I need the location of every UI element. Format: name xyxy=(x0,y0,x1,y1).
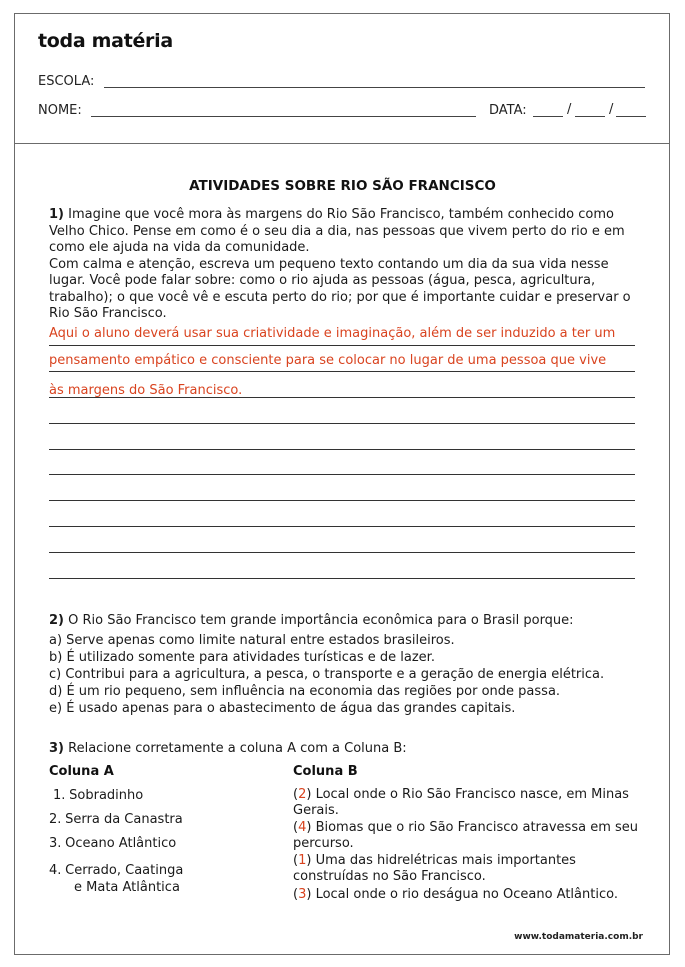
item-text: Sobradinho xyxy=(69,788,144,803)
date-separator: / xyxy=(567,102,572,117)
match-answer[interactable]: 4 xyxy=(298,820,307,835)
option-d[interactable]: d) É um rio pequeno, sem influência na economia das regiões por onde passa. xyxy=(49,684,561,699)
question-text: Relacione corretamente a coluna A com a Coluna B: xyxy=(64,741,407,756)
match-answer[interactable]: 3 xyxy=(298,887,307,902)
answer-line[interactable] xyxy=(49,552,635,553)
date-label: DATA: xyxy=(489,103,527,118)
item-text: Uma das hidrelétricas mais importantes construídas no São Francisco. xyxy=(293,853,576,884)
logo: toda matéria xyxy=(38,30,173,52)
question-instructions: Com calma e atenção, escreva um pequeno texto contando um dia da sua vida nesse lugar. Você pode falar sobre: como o rio ajuda as pessoas (água, pesca, agricultura, trabalho); o que você vê e escuta perto do rio; por que é importante cuidar e preservar o Rio São Francisco. xyxy=(49,256,631,321)
answer-line[interactable] xyxy=(49,578,635,579)
column-a-item xyxy=(49,788,143,803)
date-day-field[interactable] xyxy=(533,116,563,117)
question-number: 3) xyxy=(49,741,64,756)
match-answer[interactable]: 1 xyxy=(298,853,307,868)
column-a-title: Coluna A xyxy=(49,764,114,779)
item-text: Serra da Canastra xyxy=(65,812,183,827)
answer-line[interactable] xyxy=(49,397,635,398)
item-text: Oceano Atlântico xyxy=(65,836,177,851)
answer-line[interactable] xyxy=(49,371,635,372)
item-text: Biomas que o rio São Francisco atravessa em seu percurso. xyxy=(293,820,639,851)
column-b-item: (1) Uma das hidrelétricas mais importantes construídas no São Francisco. xyxy=(293,853,576,884)
item-number: 3. xyxy=(49,836,62,851)
item-number: 1. xyxy=(53,788,66,803)
option-b[interactable]: b) É utilizado somente para atividades turísticas e de lazer. xyxy=(49,650,435,665)
question-number: 2) xyxy=(49,613,64,628)
column-a-item xyxy=(49,836,176,851)
school-field[interactable] xyxy=(104,87,645,88)
item-text: Local onde o rio deságua no Oceano Atlântico. xyxy=(311,887,618,902)
item-number: 2. xyxy=(49,812,62,827)
question-1 xyxy=(49,207,639,323)
answer-text: pensamento empático e consciente para se colocar no lugar de uma pessoa que vive xyxy=(49,353,607,368)
column-b-title: Coluna B xyxy=(293,764,358,779)
option-c-correct[interactable]: c) Contribui para a agricultura, a pesca, o transporte e a geração de energia elétrica. xyxy=(49,667,605,682)
match-answer[interactable]: 2 xyxy=(298,787,307,802)
name-field[interactable] xyxy=(91,116,476,117)
item-number: 4. xyxy=(49,863,62,878)
column-b-item: (3) Local onde o rio deságua no Oceano Atlântico. xyxy=(293,887,618,902)
date-month-field[interactable] xyxy=(575,116,605,117)
answer-line[interactable] xyxy=(49,345,635,346)
option-a[interactable]: a) Serve apenas como limite natural entre estados brasileiros. xyxy=(49,633,455,648)
name-label: NOME: xyxy=(38,103,82,118)
answer-line[interactable] xyxy=(49,526,635,527)
page-title: ATIVIDADES SOBRE RIO SÃO FRANCISCO xyxy=(189,178,496,194)
column-b-item: (4) Biomas que o rio São Francisco atravessa em seu percurso. xyxy=(293,820,639,851)
answer-text: Aqui o aluno deverá usar sua criatividade e imaginação, além de ser induzido a ter um xyxy=(49,326,616,341)
question-text: O Rio São Francisco tem grande importância econômica para o Brasil porque: xyxy=(64,613,574,628)
date-year-field[interactable] xyxy=(616,116,646,117)
footer-url[interactable]: www.todamateria.com.br xyxy=(514,932,643,942)
question-2 xyxy=(49,613,574,628)
answer-line[interactable] xyxy=(49,423,635,424)
item-text: Local onde o Rio São Francisco nasce, em Minas Gerais. xyxy=(293,787,629,818)
question-number: 1) xyxy=(49,207,64,222)
school-label: ESCOLA: xyxy=(38,74,95,89)
item-text: Cerrado, Caatinga xyxy=(65,863,184,878)
answer-line[interactable] xyxy=(49,449,635,450)
answer-text: às margens do São Francisco. xyxy=(49,383,243,398)
column-a-item xyxy=(49,862,183,896)
column-a-item xyxy=(49,812,183,827)
answer-line[interactable] xyxy=(49,474,635,475)
question-text: Imagine que você mora às margens do Rio São Francisco, também conhecido como Velho Chico. Pense em como é o seu dia a dia, nas pessoas que vivem perto do rio e em como ele ajuda na vida da comunidade. xyxy=(49,207,625,255)
option-e[interactable]: e) É usado apenas para o abastecimento de água das grandes capitais. xyxy=(49,701,516,716)
date-separator: / xyxy=(609,102,614,117)
answer-line[interactable] xyxy=(49,500,635,501)
item-text-continuation: e Mata Atlântica xyxy=(74,880,180,895)
column-b-item: (2) Local onde o Rio São Francisco nasce, em Minas Gerais. xyxy=(293,787,629,818)
question-3 xyxy=(49,741,407,756)
